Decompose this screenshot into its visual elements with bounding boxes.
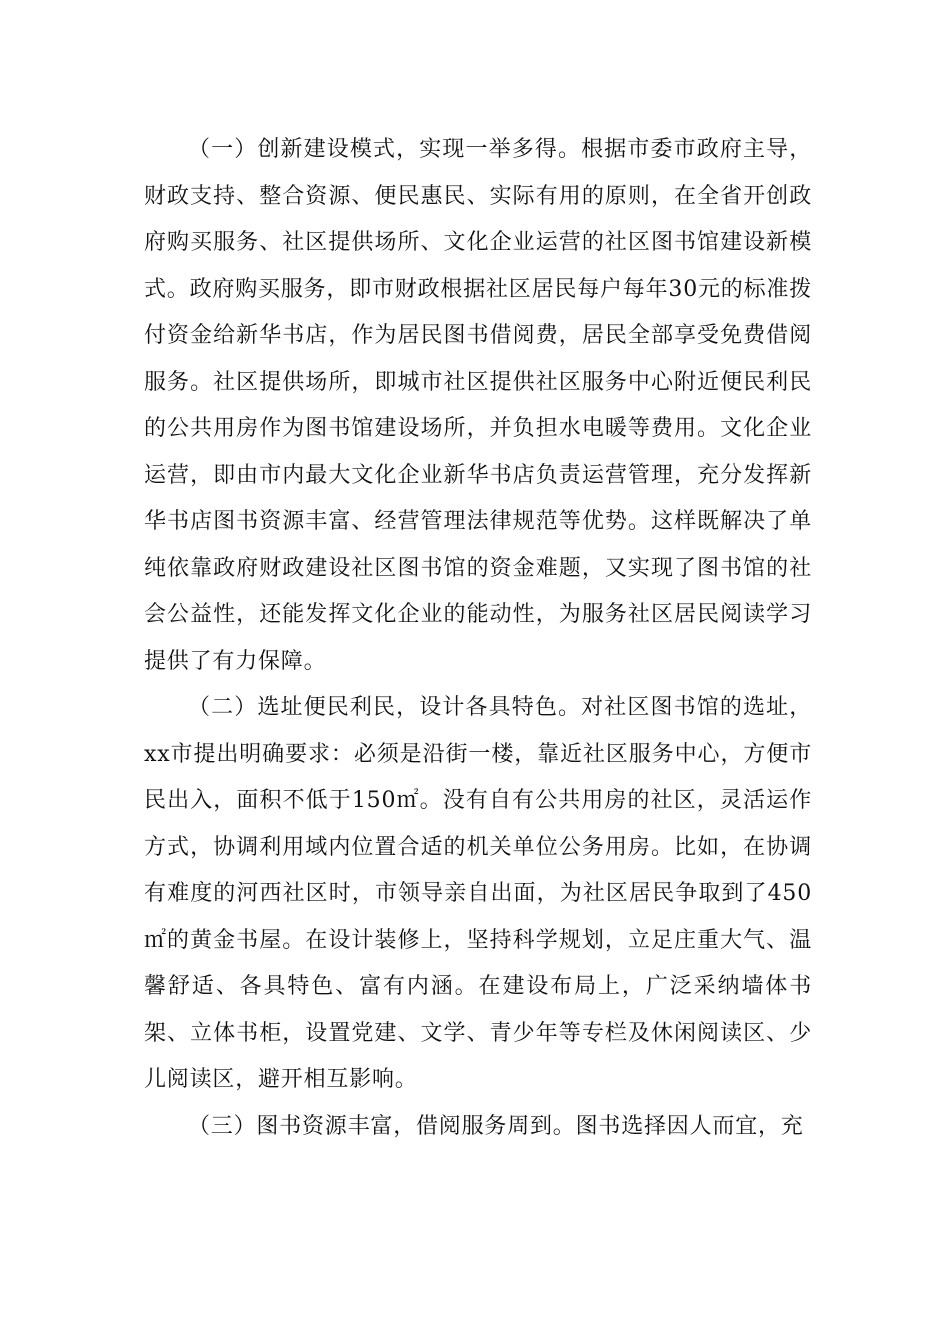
document-body (144, 127, 812, 1150)
paragraph-2: （二）选址便民利民，设计各具特色。对社区图书馆的选址，xx市提出明确要求：必须是沿街一楼，靠近社区服务中心，方便市民出入，面积不低于150㎡。没有自有公共用房的社区，灵活运作方式，协调利用域内位置合适的机关单位公务用房。比如，在协调有难度的河西社区时，市领导亲自出面，为社区居民争取到了450㎡的黄金书屋。在设计装修上，坚持科学规划，立足庄重大气、温馨舒适、各具特色、富有内涵。在建设布局上，广泛采纳墙体书架、立体书柜，设置党建、文学、青少年等专栏及休闲阅读区、少儿阅读区，避开相互影响。 (144, 695, 812, 1092)
paragraph-1: （一）创新建设模式，实现一举多得。根据市委市政府主导，财政支持、整合资源、便民惠民、实际有用的原则，在全省开创政府购买服务、社区提供场所、文化企业运营的社区图书馆建设新模式。政府购买服务，即市财政根据社区居民每户每年30元的标准拨付资金给新华书店，作为居民图书借阅费，居民全部享受免费借阅服务。社区提供场所，即城市社区提供社区服务中心附近便民利民的公共用房作为图书馆建设场所，并负担水电暖等费用。文化企业运营，即由市内最大文化企业新华书店负责运营管理，充分发挥新华书店图书资源丰富、经营管理法律规范等优势。这样既解决了单纯依靠政府财政建设社区图书馆的资金难题，又实现了图书馆的社会公益性，还能发挥文化企业的能动性，为服务社区居民阅读学习提供了有力保障。 (144, 137, 812, 674)
paragraph-3: （三）图书资源丰富，借阅服务周到。图书选择因人而宜，充 (188, 1113, 804, 1139)
